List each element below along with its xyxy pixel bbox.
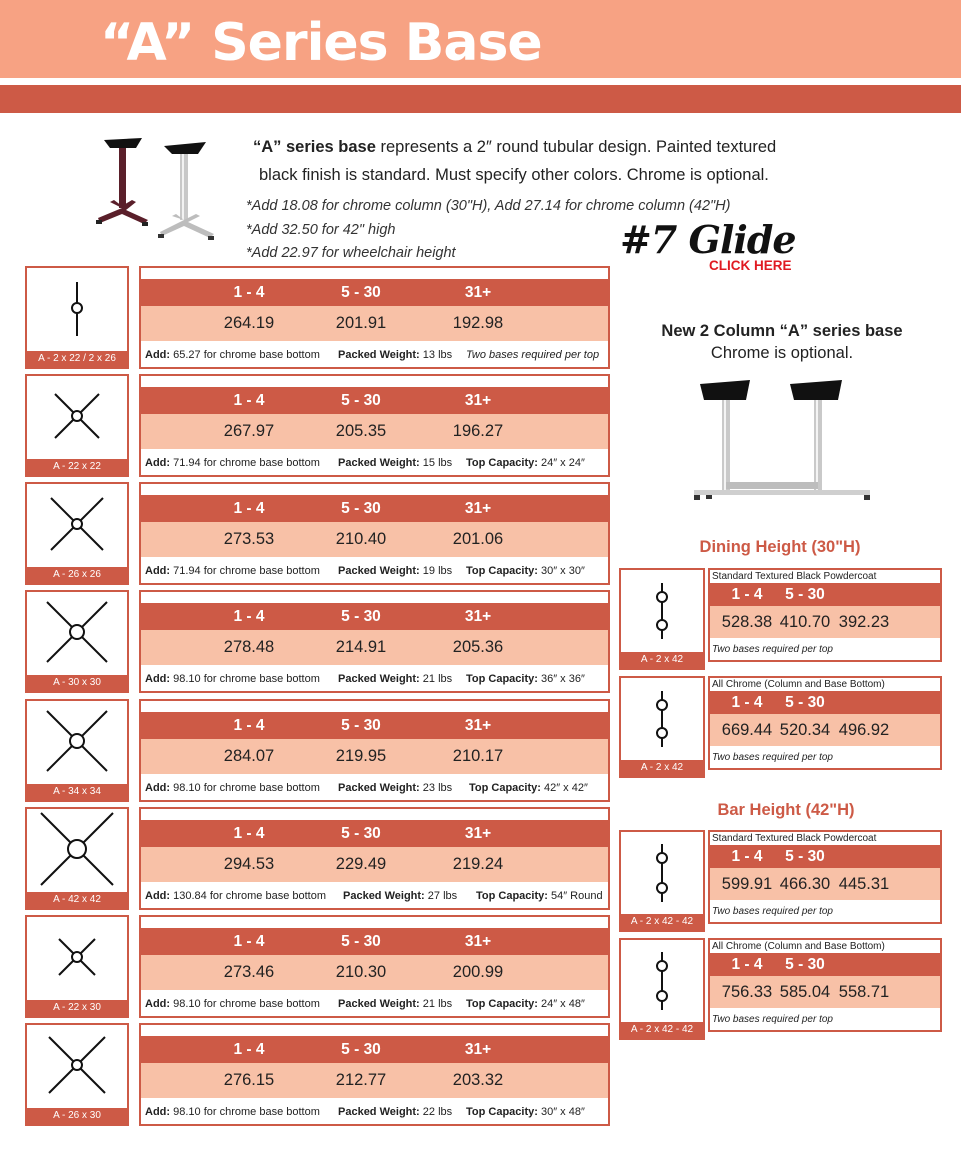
- two-column-icon: [621, 832, 703, 916]
- bases-note: Two bases required per top: [712, 644, 833, 655]
- base-diagram: [25, 915, 129, 1018]
- base-footprint-icon: [27, 592, 127, 676]
- price-cell: 528.38: [721, 613, 773, 631]
- base-footprint-icon: [27, 268, 127, 352]
- table-footer: [141, 454, 608, 473]
- price-row: [141, 522, 608, 557]
- qty-header: 31+: [464, 717, 492, 734]
- price-cell: 196.27: [452, 422, 504, 440]
- note: *Add 18.08 for chrome column (30"H), Add 27.14 for chrome column (42"H): [246, 198, 731, 214]
- table-footer: [141, 1103, 608, 1122]
- price-table: [139, 482, 610, 585]
- price-cell: 276.15: [223, 1071, 275, 1089]
- price-row: [710, 976, 940, 1008]
- price-cell: 558.71: [838, 983, 890, 1001]
- base-footprint-icon: [27, 917, 127, 1001]
- price-cell: 466.30: [779, 875, 831, 893]
- qty-header: 5 - 30: [785, 586, 825, 603]
- finish-label: Standard Textured Black Powdercoat: [712, 833, 877, 844]
- qty-header: 5 - 30: [341, 717, 381, 734]
- two-column-price-table: [708, 568, 942, 662]
- qty-header: 5 - 30: [341, 284, 381, 301]
- qty-header: 5 - 30: [785, 956, 825, 973]
- price-cell: 229.49: [335, 855, 387, 873]
- price-cell: 210.30: [335, 963, 387, 981]
- price-cell: 585.04: [779, 983, 831, 1001]
- packed-weight: Packed Weight: 21 lbs: [338, 998, 453, 1010]
- glide-title[interactable]: #7 Glide: [620, 217, 796, 262]
- product-photo-bases: [92, 132, 224, 247]
- top-capacity: Top Capacity: 24″ x 48″: [466, 998, 585, 1010]
- base-footprint-icon: [27, 701, 127, 785]
- two-column-title: New 2 Column “A” series base Chrome is optional.: [661, 322, 903, 362]
- price-row: [141, 306, 608, 341]
- table-footer: [141, 887, 608, 906]
- price-header-row: [141, 603, 608, 630]
- price-cell: 410.70: [779, 613, 831, 631]
- packed-weight: Packed Weight: 21 lbs: [338, 673, 453, 685]
- base-code: A - 22 x 30: [27, 1000, 127, 1016]
- price-cell: 205.36: [452, 638, 504, 656]
- price-cell: 210.40: [335, 530, 387, 548]
- qty-header: 31+: [464, 608, 492, 625]
- price-cell: 210.17: [452, 747, 504, 765]
- base-diagram: [25, 699, 129, 802]
- price-cell: 212.77: [335, 1071, 387, 1089]
- price-table: [139, 807, 610, 910]
- base-diagram: [25, 374, 129, 477]
- price-header-row: [141, 712, 608, 739]
- qty-header: 5 - 30: [341, 933, 381, 950]
- price-table: [139, 699, 610, 802]
- chrome-add-note: Add: 71.94 for chrome base bottom: [145, 565, 320, 577]
- chrome-add-note: Add: 98.10 for chrome base bottom: [145, 782, 320, 794]
- qty-header: 1 - 4: [731, 848, 763, 865]
- table-footer: [141, 670, 608, 689]
- chrome-add-note: Add: 98.10 for chrome base bottom: [145, 673, 320, 685]
- base-footprint-icon: [27, 1025, 127, 1109]
- packed-weight: Packed Weight: 15 lbs: [338, 457, 453, 469]
- price-header-row: [141, 928, 608, 955]
- qty-header: 5 - 30: [341, 825, 381, 842]
- price-cell: 219.24: [452, 855, 504, 873]
- qty-header: 1 - 4: [731, 956, 763, 973]
- two-column-price-table: [708, 938, 942, 1032]
- price-header-row: [710, 953, 940, 976]
- base-code: A - 2 x 42 - 42: [621, 1022, 703, 1038]
- base-code: A - 26 x 30: [27, 1108, 127, 1124]
- bases-note: Two bases required per top: [466, 349, 600, 361]
- price-row: [141, 739, 608, 774]
- bar-height-title: Bar Height (42"H): [717, 801, 855, 819]
- table-footer: [141, 995, 608, 1014]
- two-column-price-table: [708, 830, 942, 924]
- two-column-icon: [621, 940, 703, 1024]
- price-cell: 203.32: [452, 1071, 504, 1089]
- base-code: A - 2 x 42 - 42: [621, 914, 703, 930]
- price-cell: 201.91: [335, 314, 387, 332]
- qty-header: 5 - 30: [341, 392, 381, 409]
- price-header-row: [710, 691, 940, 714]
- chrome-add-note: Add: 130.84 for chrome base bottom: [145, 890, 326, 902]
- price-cell: 214.91: [335, 638, 387, 656]
- qty-header: 31+: [464, 825, 492, 842]
- packed-weight: Packed Weight: 27 lbs: [343, 890, 458, 902]
- packed-weight: Packed Weight: 13 lbs: [338, 349, 453, 361]
- base-code: A - 26 x 26: [27, 567, 127, 583]
- base-code: A - 2 x 22 / 2 x 26: [27, 351, 127, 367]
- price-cell: 264.19: [223, 314, 275, 332]
- packed-weight: Packed Weight: 23 lbs: [338, 782, 453, 794]
- two-column-diagram: [619, 568, 705, 670]
- base-code: A - 34 x 34: [27, 784, 127, 800]
- price-row: [141, 955, 608, 990]
- finish-label: All Chrome (Column and Base Bottom): [712, 941, 885, 952]
- qty-header: 5 - 30: [341, 500, 381, 517]
- price-cell: 756.33: [721, 983, 773, 1001]
- note: *Add 32.50 for 42" high: [246, 221, 396, 238]
- price-cell: 273.53: [223, 530, 275, 548]
- base-footprint-icon: [27, 484, 127, 568]
- two-column-icon: [621, 570, 703, 654]
- price-cell: 192.98: [452, 314, 504, 332]
- price-cell: 284.07: [223, 747, 275, 765]
- qty-header: 5 - 30: [341, 608, 381, 625]
- finish-label: All Chrome (Column and Base Bottom): [712, 679, 885, 690]
- qty-header: 1 - 4: [731, 586, 763, 603]
- two-column-icon: [621, 678, 703, 762]
- qty-header: 1 - 4: [731, 694, 763, 711]
- glide-link[interactable]: [620, 218, 800, 278]
- chrome-add-note: Add: 71.94 for chrome base bottom: [145, 457, 320, 469]
- qty-header: 31+: [464, 933, 492, 950]
- base-diagram: [25, 807, 129, 910]
- price-row: [141, 414, 608, 449]
- base-footprint-icon: [27, 809, 127, 893]
- qty-header: 31+: [464, 284, 492, 301]
- price-header-row: [141, 279, 608, 306]
- price-row: [710, 606, 940, 638]
- price-cell: 392.23: [838, 613, 890, 631]
- two-column-price-table: [708, 676, 942, 770]
- top-capacity: Top Capacity: 24″ x 24″: [466, 457, 585, 469]
- chrome-add-note: Add: 98.10 for chrome base bottom: [145, 1106, 320, 1118]
- qty-header: 1 - 4: [233, 392, 265, 409]
- qty-header: 5 - 30: [785, 694, 825, 711]
- two-column-diagram: [619, 938, 705, 1040]
- note: *Add 22.97 for wheelchair height: [246, 245, 456, 261]
- table-footer: [141, 562, 608, 581]
- price-table: [139, 915, 610, 1018]
- two-column-base-photo: [692, 378, 872, 506]
- intro-text: “A” series base represents a 2″ round tubular design. Painted textured black finish is standard. Must specify other colors. Chrome is optional.: [253, 138, 777, 184]
- price-table: [139, 590, 610, 693]
- chrome-add-note: Add: 65.27 for chrome base bottom: [145, 349, 320, 361]
- price-header-row: [141, 495, 608, 522]
- price-cell: 201.06: [452, 530, 504, 548]
- price-row: [710, 714, 940, 746]
- two-column-diagram: [619, 830, 705, 932]
- table-footer: [141, 346, 608, 365]
- header-banner: [0, 0, 961, 78]
- price-header-row: [710, 583, 940, 606]
- price-cell: 278.48: [223, 638, 275, 656]
- price-row: [141, 847, 608, 882]
- price-header-row: [710, 845, 940, 868]
- click-here-link[interactable]: CLICK HERE: [709, 258, 792, 273]
- qty-header: 1 - 4: [233, 1041, 265, 1058]
- qty-header: 1 - 4: [233, 500, 265, 517]
- chrome-add-note: Add: 98.10 for chrome base bottom: [145, 998, 320, 1010]
- table-footer: [141, 779, 608, 798]
- price-row: [141, 630, 608, 665]
- two-column-diagram: [619, 676, 705, 778]
- price-table: [139, 374, 610, 477]
- price-table: [139, 1023, 610, 1126]
- qty-header: 1 - 4: [233, 284, 265, 301]
- top-capacity: Top Capacity: 54″ Round: [476, 890, 603, 902]
- base-code: A - 22 x 22: [27, 459, 127, 475]
- base-diagram: [25, 482, 129, 585]
- price-table: [139, 266, 610, 369]
- qty-header: 31+: [464, 392, 492, 409]
- dining-height-title: Dining Height (30"H): [699, 538, 861, 556]
- price-cell: 496.92: [838, 721, 890, 739]
- top-capacity: Top Capacity: 36″ x 36″: [466, 673, 585, 685]
- bases-note: Two bases required per top: [712, 752, 833, 763]
- base-code: A - 2 x 42: [621, 760, 703, 776]
- top-capacity: Top Capacity: 30″ x 48″: [466, 1106, 585, 1118]
- qty-header: 1 - 4: [233, 717, 265, 734]
- price-cell: 273.46: [223, 963, 275, 981]
- price-cell: 599.91: [721, 875, 773, 893]
- header-band: [0, 85, 961, 113]
- price-cell: 520.34: [779, 721, 831, 739]
- top-capacity: Top Capacity: 30″ x 30″: [466, 565, 585, 577]
- qty-header: 1 - 4: [233, 933, 265, 950]
- price-cell: 294.53: [223, 855, 275, 873]
- qty-header: 31+: [464, 500, 492, 517]
- packed-weight: Packed Weight: 22 lbs: [338, 1106, 453, 1118]
- base-code: A - 42 x 42: [27, 892, 127, 908]
- qty-header: 5 - 30: [341, 1041, 381, 1058]
- price-header-row: [141, 820, 608, 847]
- qty-header: 1 - 4: [233, 608, 265, 625]
- top-capacity: Top Capacity: 42″ x 42″: [469, 782, 588, 794]
- price-cell: 205.35: [335, 422, 387, 440]
- price-cell: 445.31: [838, 875, 890, 893]
- page-title: “A” Series Base: [100, 13, 542, 73]
- bases-note: Two bases required per top: [712, 906, 833, 917]
- price-header-row: [141, 387, 608, 414]
- base-code: A - 2 x 42: [621, 652, 703, 668]
- base-footprint-icon: [27, 376, 127, 460]
- price-cell: 267.97: [223, 422, 275, 440]
- price-row: [710, 868, 940, 900]
- price-row: [141, 1063, 608, 1098]
- base-diagram: [25, 266, 129, 369]
- bases-note: Two bases required per top: [712, 1014, 833, 1025]
- finish-label: Standard Textured Black Powdercoat: [712, 571, 877, 582]
- packed-weight: Packed Weight: 19 lbs: [338, 565, 453, 577]
- price-header-row: [141, 1036, 608, 1063]
- base-code: A - 30 x 30: [27, 675, 127, 691]
- price-cell: 669.44: [721, 721, 773, 739]
- price-cell: 219.95: [335, 747, 387, 765]
- base-diagram: [25, 1023, 129, 1126]
- qty-header: 5 - 30: [785, 848, 825, 865]
- base-diagram: [25, 590, 129, 693]
- price-cell: 200.99: [452, 963, 504, 981]
- qty-header: 31+: [464, 1041, 492, 1058]
- qty-header: 1 - 4: [233, 825, 265, 842]
